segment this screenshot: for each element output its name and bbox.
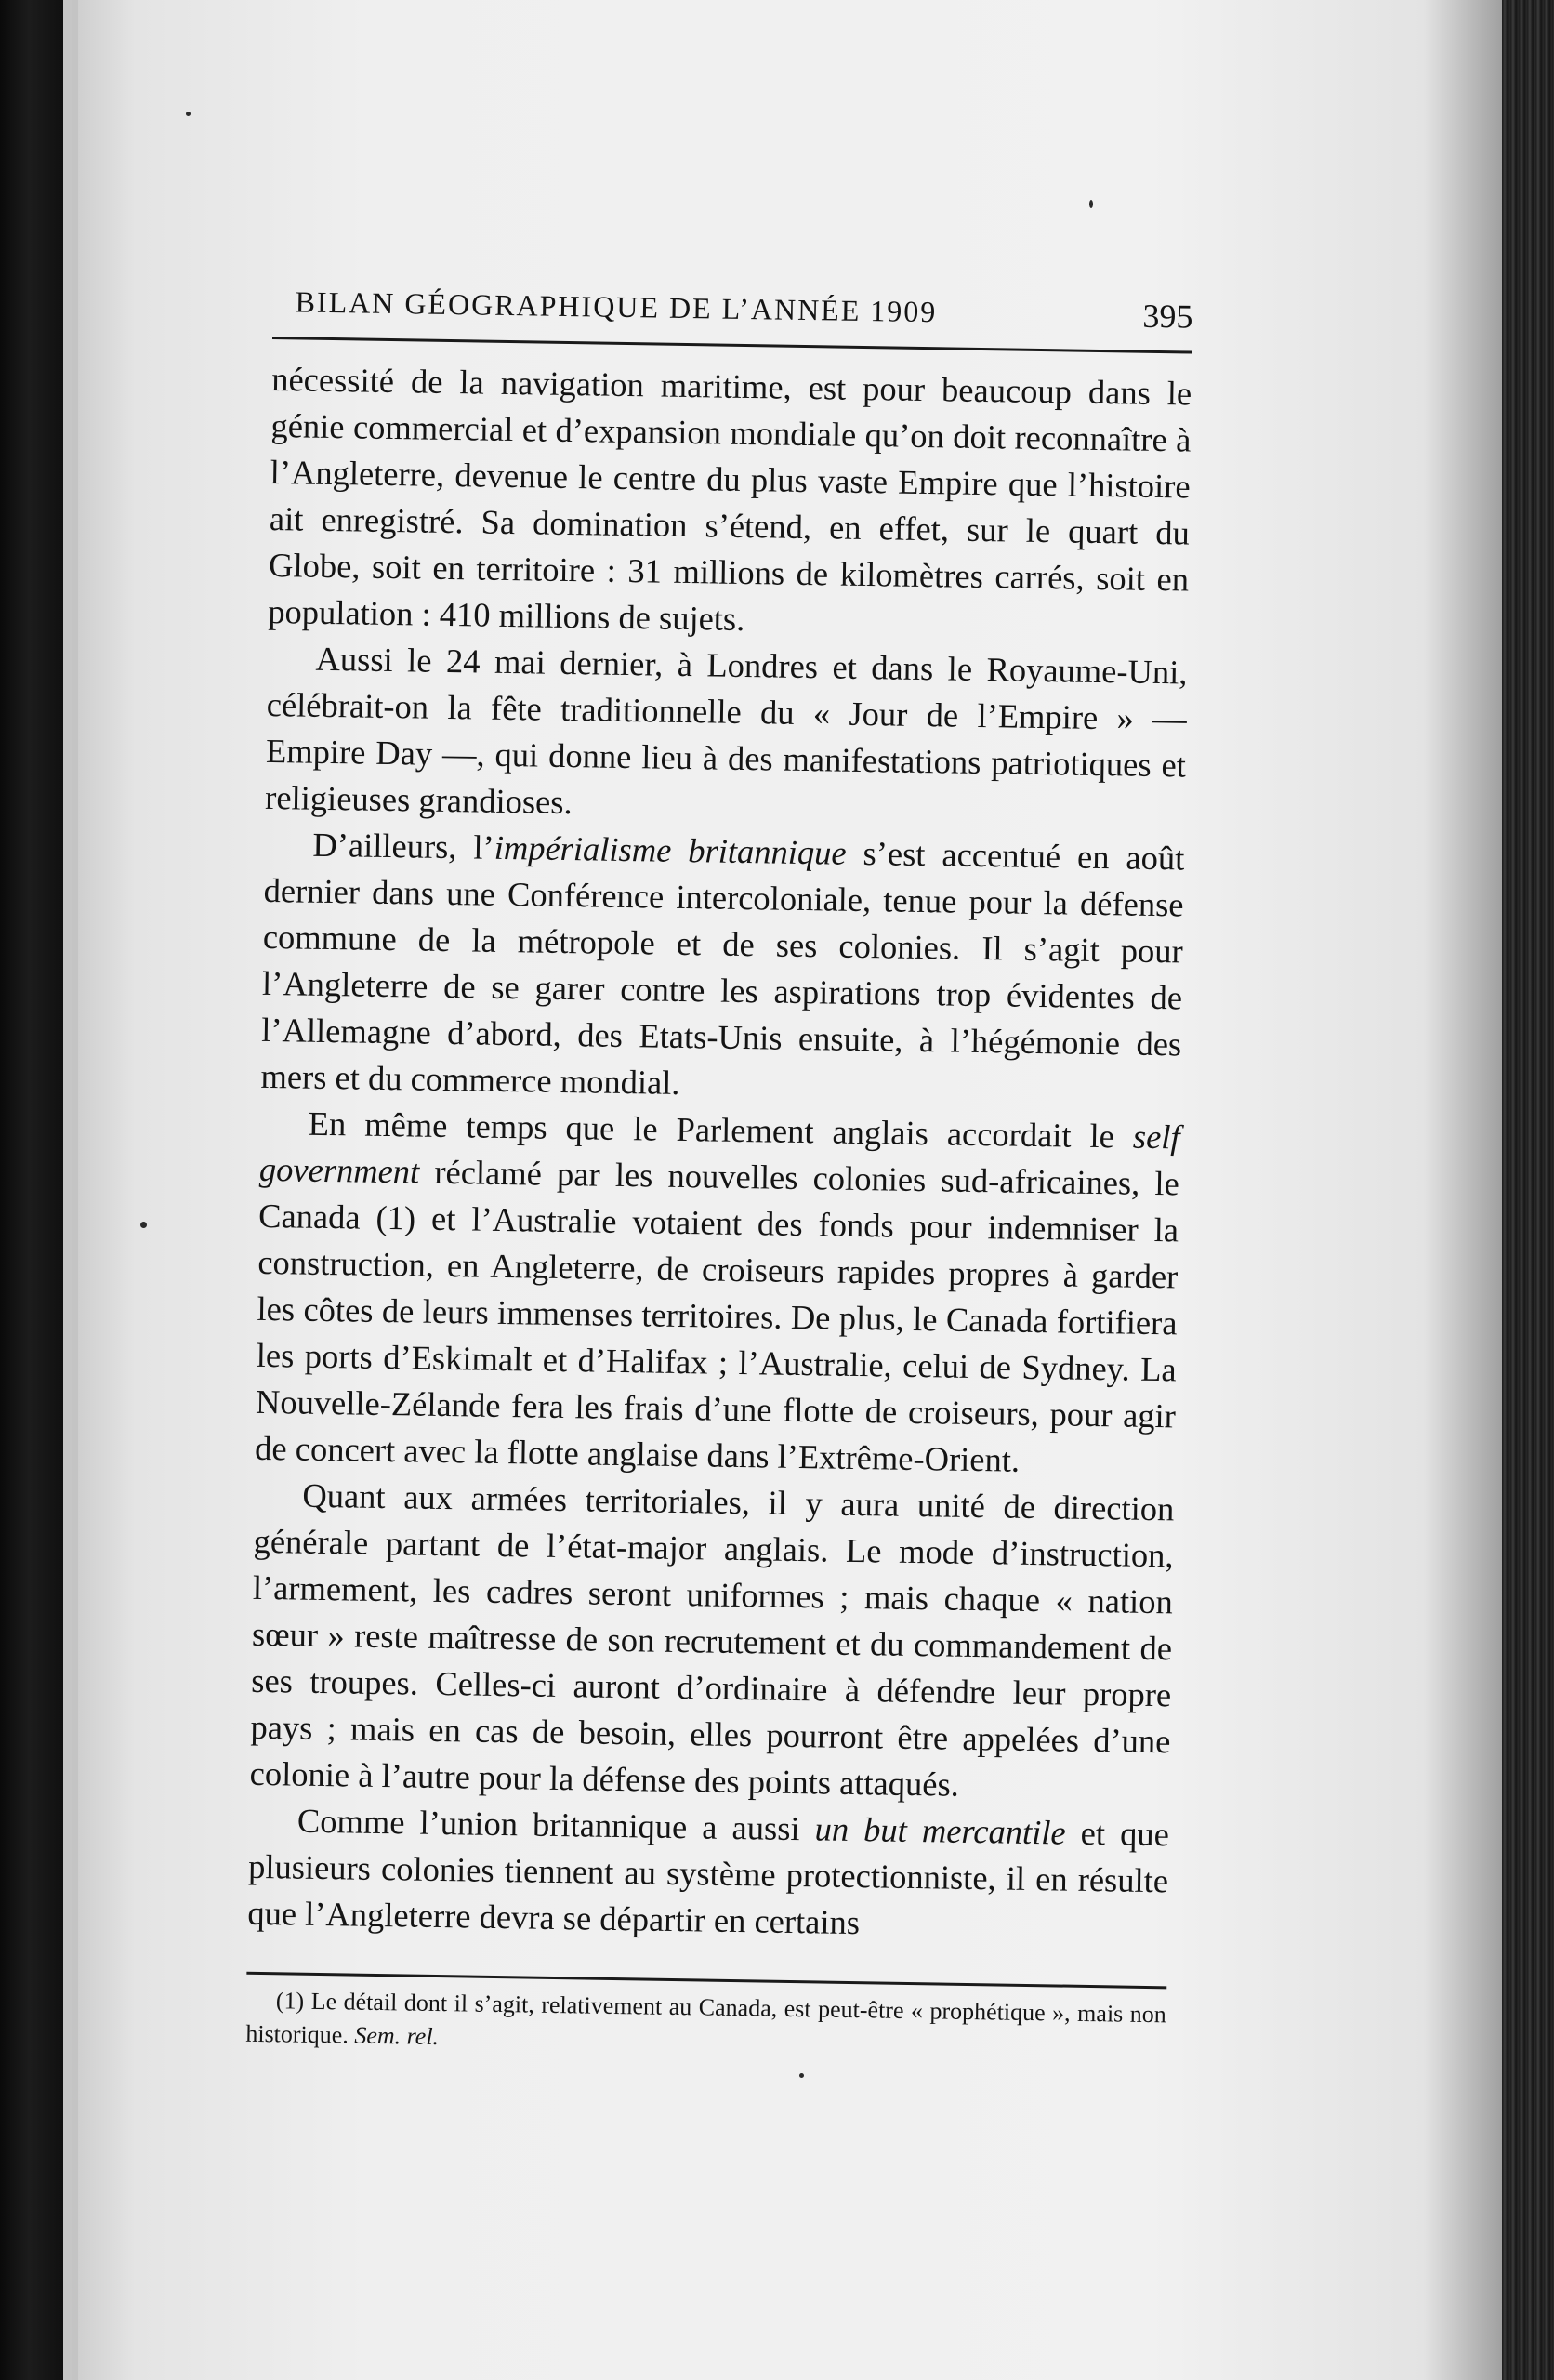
page-number: 395 — [1142, 297, 1193, 336]
paragraph-6 — [247, 1797, 1169, 1951]
paragraph-3-rest: s’est accentué en août dernier dans une Conférence intercoloniale, tenue pour la défense commune de la métropole et de ses colonies. Il s’agit pour l’Angleterre de se garer contre les aspirations trop évidentes de l’Allemagne d’abord, des Etats-Unis ensuite, à l’hégémonie des mers et du commerce mondial. — [260, 833, 1185, 1102]
paper-speck — [140, 1222, 147, 1228]
running-head-title: BILAN GÉOGRAPHIQUE DE L’ANNÉE 1909 — [295, 284, 938, 329]
body-text — [247, 356, 1192, 1950]
paragraph-5: Quant aux armées territoriales, il y aura unité de direction générale partant de l’état-major anglais. Le mode d’instruction, l’armement, les cadres seront uniformes ; mais chaque « nation sœur » reste maîtresse de son recrutement et du commandement de ses troupes. Celles-ci auront d’ordinaire à défendre leur propre pays ; mais en cas de besoin, elles pourront être appelées d’une colonie à l’autre pour la défense des points attaqués. — [249, 1475, 1175, 1804]
paragraph-6-rest: et que plusieurs colonies tiennent au système protectionniste, il en résulte que l’Angleterre devra se départir en certains — [247, 1813, 1170, 1942]
paragraph-3 — [260, 821, 1185, 1115]
footnote-text: (1) Le détail dont il s’agit, relativement au Canada, est peut-être « prophétique », mais non historique. — [245, 1987, 1167, 2049]
paragraph-6-emphasis: un but mercantile — [814, 1809, 1066, 1852]
page-content — [245, 279, 1193, 2065]
paragraph-1: nécessité de la navigation maritime, est pour beaucoup dans le génie commercial et d’expansion mondiale qu’on doit reconnaître à l’Angleterre, devenue le centre du plus vaste Empire que l’histoire ait enregistré. Sa domination s’étend, en effet, sur le quart du Globe, soit en territoire : 31 millions de kilomètres carrés, soit en population : 410 millions de sujets. — [268, 359, 1192, 639]
paragraph-4-emphasis: self government — [258, 1117, 1180, 1191]
paragraph-6-lead: Comme l’union britannique a aussi — [296, 1801, 816, 1848]
paragraph-2: Aussi le 24 mai dernier, à Londres et dans le Royaume-Uni, célébrait-on la fête traditionnelle du « Jour de l’Empire » — Empire Day —, qui donne lieu à des manifestations patriotiques et religieuses grandioses. — [264, 639, 1188, 822]
paragraph-4 — [255, 1100, 1180, 1487]
paragraph-4-rest: réclamé par les nouvelles colonies sud-africaines, le Canada (1) et l’Australie votaient des fonds pour indemniser la construction, en Angleterre, de croiseurs rapides propres à garder les côtes de leurs immenses territoires. De plus, le Canada fortifiera les ports d’Eskimalt et d’Halifax ; l’Australie, celui de Sydney. La Nouvelle-Zélande fera les frais d’une flotte de croiseurs, pour agir de concert avec la flotte anglaise dans l’Extrême-Orient. — [254, 1152, 1180, 1479]
paragraph-3-lead: D’ailleurs, l’ — [312, 825, 495, 866]
left-page-edge — [0, 0, 72, 2380]
paper-speck — [799, 2073, 804, 2078]
footnote-source: Sem. rel. — [354, 2021, 440, 2051]
paper-speck — [186, 112, 191, 116]
paragraph-4-lead: En même temps que le Parlement anglais accordait le — [308, 1104, 1134, 1156]
right-page-edges — [1502, 0, 1554, 2380]
paper-speck — [1089, 200, 1093, 208]
paragraph-3-emphasis: impérialisme britannique — [494, 827, 847, 872]
page-gutter — [63, 0, 78, 2380]
